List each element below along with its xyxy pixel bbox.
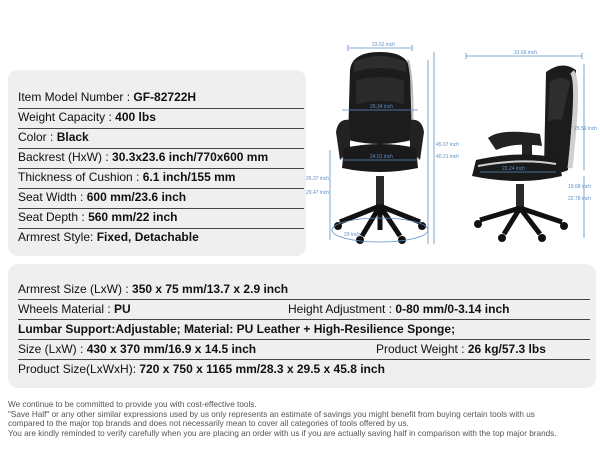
disclaimer-line: We continue to be committed to provide you with cost-effective tools. <box>8 400 257 409</box>
dim-front-height-full: 45.07 inch <box>436 142 460 148</box>
spec-value: Fixed, Detachable <box>96 230 199 244</box>
spec-label: Lumbar Support: <box>18 322 116 336</box>
spec-label: Item Model Number : <box>18 90 131 104</box>
chair-illustration <box>300 0 600 262</box>
spec-label: Armrest Size (LxW) : <box>18 282 129 296</box>
dim-side-seat-height-1: 19.68 inch <box>568 184 592 190</box>
spec-value: 560 mm/22 inch <box>88 210 178 224</box>
spec-label: Thickness of Cushion : <box>18 170 140 184</box>
specs-panel-bottom <box>8 264 596 388</box>
spec-label: Weight Capacity : <box>18 110 112 124</box>
spec-value: Adjustable; Material: PU Leather + High-Resilience Sponge; <box>115 322 456 336</box>
spec-label: Product Weight : <box>376 342 465 356</box>
divider <box>18 319 590 320</box>
spec-label: Color : <box>18 130 54 144</box>
spec-value: Black <box>56 130 89 144</box>
chair-front-view <box>306 42 459 244</box>
spec-value: 30.3x23.6 inch/770x600 mm <box>112 150 269 164</box>
spec-value: 400 lbs <box>115 110 156 124</box>
spec-wheels-material <box>18 302 131 316</box>
spec-backrest <box>18 150 268 164</box>
dim-front-seat-width: 24.01 inch <box>370 154 394 160</box>
spec-value: PU <box>114 302 131 316</box>
disclaimer-line: "Save Half" or any other similar expressions used by us only represents an estimate of savings you might benefit from buying certain tools with us <box>8 409 535 419</box>
spec-label: Armrest Style: <box>18 230 94 244</box>
spec-value: 430 x 370 mm/16.9 x 14.5 inch <box>86 342 257 356</box>
divider <box>18 339 590 340</box>
spec-seat-depth <box>18 210 177 224</box>
divider <box>18 108 304 109</box>
divider <box>18 128 304 129</box>
divider <box>18 188 304 189</box>
divider <box>18 228 304 229</box>
spec-label: Wheels Material : <box>18 302 111 316</box>
dim-front-height-left-1: 26.37 inch <box>306 176 330 182</box>
spec-color <box>18 130 89 144</box>
spec-weight-capacity <box>18 110 156 124</box>
spec-seat-width <box>18 190 186 204</box>
disclaimer <box>8 400 598 438</box>
spec-label: Product Size(LxWxH): <box>18 362 137 376</box>
spec-label: Seat Width : <box>18 190 84 204</box>
spec-label: Height Adjustment : <box>288 302 393 316</box>
spec-cushion-thickness <box>18 170 235 184</box>
spec-label: Size (LxW) : <box>18 342 84 356</box>
spec-product-weight <box>376 342 546 356</box>
dim-front-height-left-2: 29.47 inch <box>306 190 330 196</box>
spec-label: Seat Depth : <box>18 210 85 224</box>
spec-value: 0-80 mm/0-3.14 inch <box>395 302 510 316</box>
spec-value: 26 kg/57.3 lbs <box>467 342 546 356</box>
dim-side-seat-depth: 22.24 inch <box>502 166 526 172</box>
dim-front-back-width: 26.34 inch <box>370 104 394 110</box>
spec-lumbar-support <box>18 322 455 336</box>
spec-value: 350 x 75 mm/13.7 x 2.9 inch <box>132 282 289 296</box>
spec-armrest-style <box>18 230 199 244</box>
dim-side-seat-height-2: 22.78 inch <box>568 196 592 202</box>
divider <box>18 168 304 169</box>
specs-panel-top <box>8 70 306 256</box>
disclaimer-line: You are kindly reminded to verify carefully when you are placing an order with us if you are actually saving half in comparison with the top major brands. <box>8 428 557 438</box>
dim-front-height-back: 40.21 inch <box>436 154 460 160</box>
dim-front-base: 29 inch <box>344 232 361 238</box>
dim-side-back-height: 25.59 inch <box>574 126 598 132</box>
spec-label: Backrest (HxW) : <box>18 150 109 164</box>
spec-value: GF-82722H <box>133 90 197 104</box>
divider <box>18 299 590 300</box>
spec-item-model <box>18 90 196 104</box>
chair-side-view <box>466 50 597 242</box>
spec-size <box>18 342 256 356</box>
divider <box>18 359 590 360</box>
spec-value: 720 x 750 x 1165 mm/28.3 x 29.5 x 45.8 inch <box>139 362 385 376</box>
spec-value: 6.1 inch/155 mm <box>142 170 236 184</box>
dim-side-depth-top: 31.69 inch <box>514 50 538 56</box>
dim-front-top-width: 23.62 inch <box>372 42 396 48</box>
spec-product-size <box>18 362 385 376</box>
divider <box>18 148 304 149</box>
spec-armrest-size <box>18 282 288 296</box>
disclaimer-line: compared to the major top brands and does not necessarily mean to cover all categories of tools offered by us. <box>8 419 409 429</box>
divider <box>18 208 304 209</box>
spec-height-adjustment <box>288 302 509 316</box>
spec-value: 600 mm/23.6 inch <box>86 190 187 204</box>
